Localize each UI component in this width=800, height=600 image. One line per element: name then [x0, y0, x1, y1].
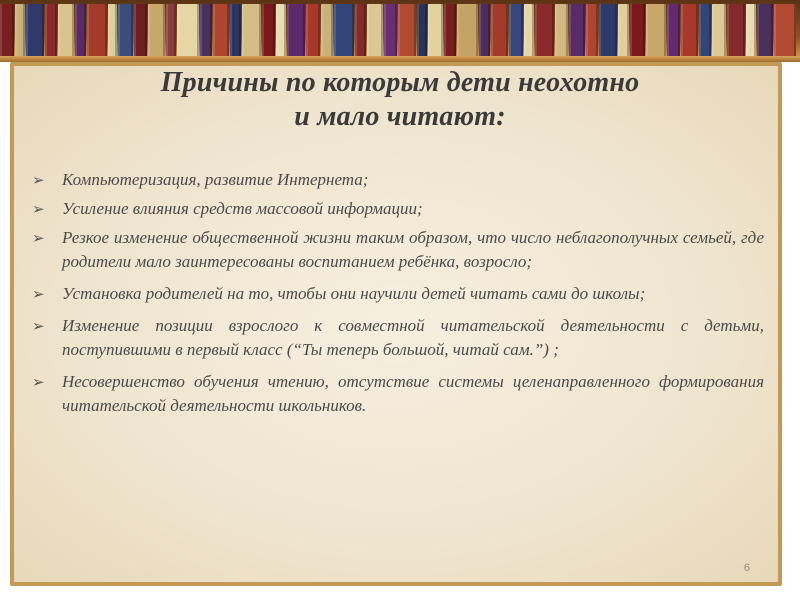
arrow-bullet-icon: ➢: [32, 171, 45, 189]
list-item-text: Изменение позиции взрослого к совместной читательской деятельности с детьми, поступившими в первый класс (“Ты теперь большой, читай сам.”) ;: [62, 316, 764, 359]
arrow-bullet-icon: ➢: [32, 285, 45, 303]
bookshelf-books: [0, 4, 800, 56]
list-item-text: Несовершенство обучения чтению, отсутствие системы целенаправленного формирования читательской деятельности школьников.: [62, 372, 764, 415]
list-item: [32, 314, 764, 362]
list-item: [32, 370, 764, 418]
list-item: [32, 168, 764, 192]
arrow-bullet-icon: ➢: [32, 373, 45, 391]
list-item-text: Резкое изменение общественной жизни таким образом, что число неблагополучных семьей, где родители мало заинтересованы воспитанием ребёнка, возросло;: [62, 228, 764, 271]
title-line-1: Причины по которым дети неохотно: [160, 67, 640, 98]
list-item-text: Компьютеризация, развитие Интернета;: [62, 170, 369, 189]
title-line-2: и мало читают:: [294, 101, 506, 132]
reasons-list: [32, 168, 764, 426]
list-item: [32, 282, 764, 306]
bookshelf-banner: [0, 0, 800, 62]
list-item: [32, 226, 764, 274]
arrow-bullet-icon: ➢: [32, 200, 45, 218]
page-number: 6: [743, 562, 750, 574]
list-item: [32, 197, 764, 221]
arrow-bullet-icon: ➢: [32, 229, 45, 247]
list-item-text: Установка родителей на то, чтобы они научили детей читать сами до школы;: [62, 284, 646, 303]
slide-title: [40, 66, 760, 134]
list-item-text: Усиление влияния средств массовой информации;: [62, 199, 423, 218]
arrow-bullet-icon: ➢: [32, 317, 45, 335]
